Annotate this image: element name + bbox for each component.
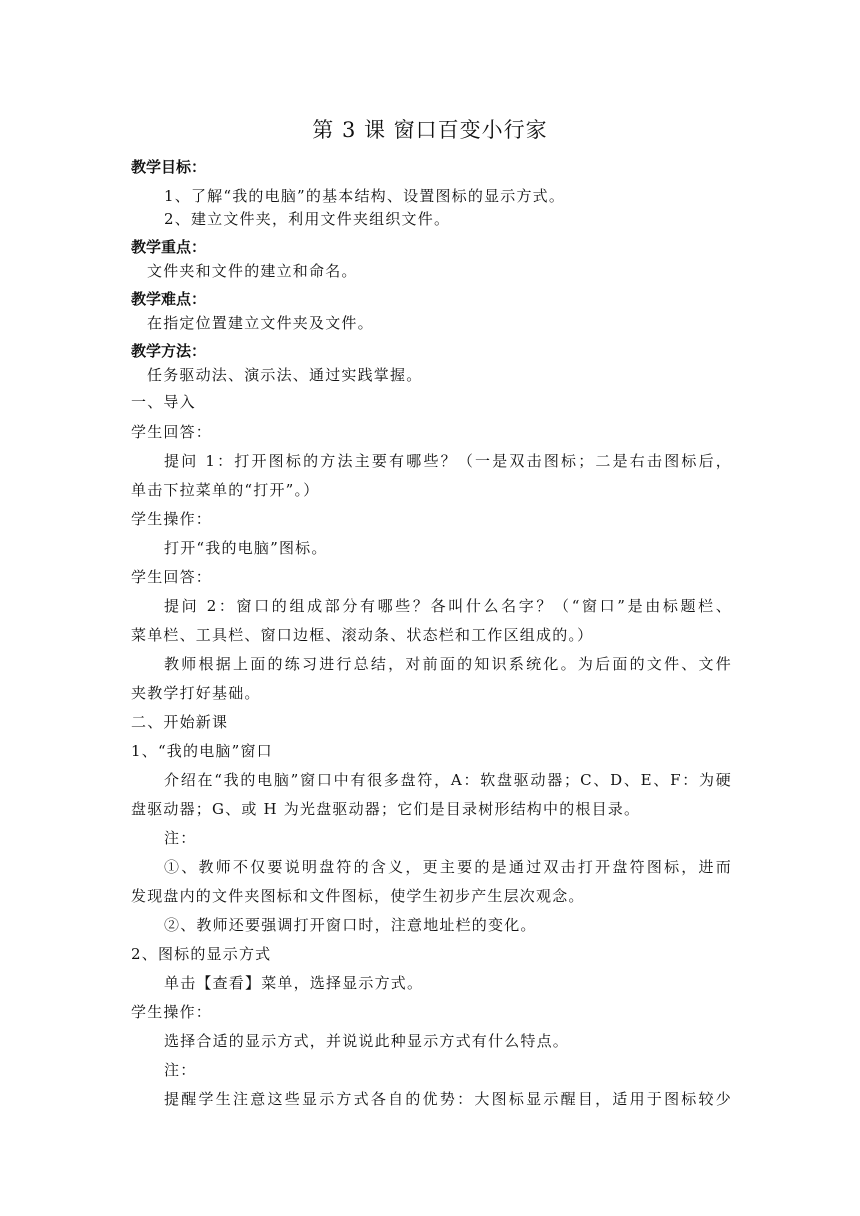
- goal-item-1: 1、了解“我的电脑”的基本结构、设置图标的显示方式。: [164, 187, 566, 205]
- heading-key-points: 教学重点：: [131, 238, 207, 256]
- summary-text: 教师根据上面的练习进行总结，对前面的知识系统化。为后面的文件、文件: [164, 655, 732, 673]
- heading-difficulties: 教学难点：: [131, 290, 207, 308]
- heading-teaching-goals: 教学目标：: [131, 158, 207, 176]
- question-1-continued: 单击下拉菜单的“打开”。）: [131, 481, 320, 499]
- subsection-my-computer: 1、“我的电脑”窗口: [131, 742, 273, 760]
- note-2-text: ②、教师还要强调打开窗口时，注意地址栏的变化。: [164, 916, 537, 934]
- question-1-text: 提问 1：打开图标的方法主要有哪些？（一是双击图标；二是右击图标后，: [164, 452, 732, 470]
- student-answer-label: 学生回答：: [131, 568, 213, 586]
- section-intro: 一、导入: [131, 393, 196, 411]
- note-1-continued: 发现盘内的文件夹图标和文件图标，使学生初步产生层次观念。: [131, 887, 585, 905]
- student-operation-label: 学生操作：: [131, 1003, 213, 1021]
- section-new-lesson: 二、开始新课: [131, 713, 229, 731]
- reminder-text: 提醒学生注意这些显示方式各自的优势：大图标显示醒目，适用于图标较少: [164, 1090, 732, 1108]
- document-title: 第 3 课 窗口百变小行家: [312, 118, 548, 142]
- note-label: 注：: [164, 1061, 197, 1079]
- methods-text: 任务驱动法、演示法、通过实践掌握。: [147, 366, 423, 384]
- student-operation-label: 学生操作：: [131, 510, 213, 528]
- operation-display-text: 选择合适的显示方式，并说说此种显示方式有什么特点。: [164, 1032, 570, 1050]
- summary-continued: 夹教学打好基础。: [131, 684, 261, 702]
- student-answer-label: 学生回答：: [131, 423, 213, 441]
- subsection-icon-display: 2、图标的显示方式: [131, 945, 272, 963]
- note-1-text: ①、教师不仅要说明盘符的含义，更主要的是通过双击打开盘符图标，进而: [164, 858, 732, 876]
- my-computer-continued: 盘驱动器；G、或 H 为光盘驱动器；它们是目录树形结构中的根目录。: [131, 800, 641, 818]
- difficulties-text: 在指定位置建立文件夹及文件。: [147, 314, 374, 332]
- goal-item-2: 2、建立文件夹，利用文件夹组织文件。: [164, 210, 451, 228]
- question-2-text: 提问 2：窗口的组成部分有哪些？各叫什么名字？（“窗口”是由标题栏、: [164, 597, 732, 615]
- key-points-text: 文件夹和文件的建立和命名。: [147, 262, 358, 280]
- heading-methods: 教学方法：: [131, 342, 207, 360]
- my-computer-text: 介绍在“我的电脑”窗口中有很多盘符，A：软盘驱动器；C、D、E、F：为硬: [164, 771, 732, 789]
- icon-display-text: 单击【查看】菜单，选择显示方式。: [164, 974, 424, 992]
- question-2-continued: 菜单栏、工具栏、窗口边框、滚动条、状态栏和工作区组成的。）: [131, 626, 594, 644]
- note-label: 注：: [164, 829, 197, 847]
- operation-text: 打开“我的电脑”图标。: [164, 539, 328, 557]
